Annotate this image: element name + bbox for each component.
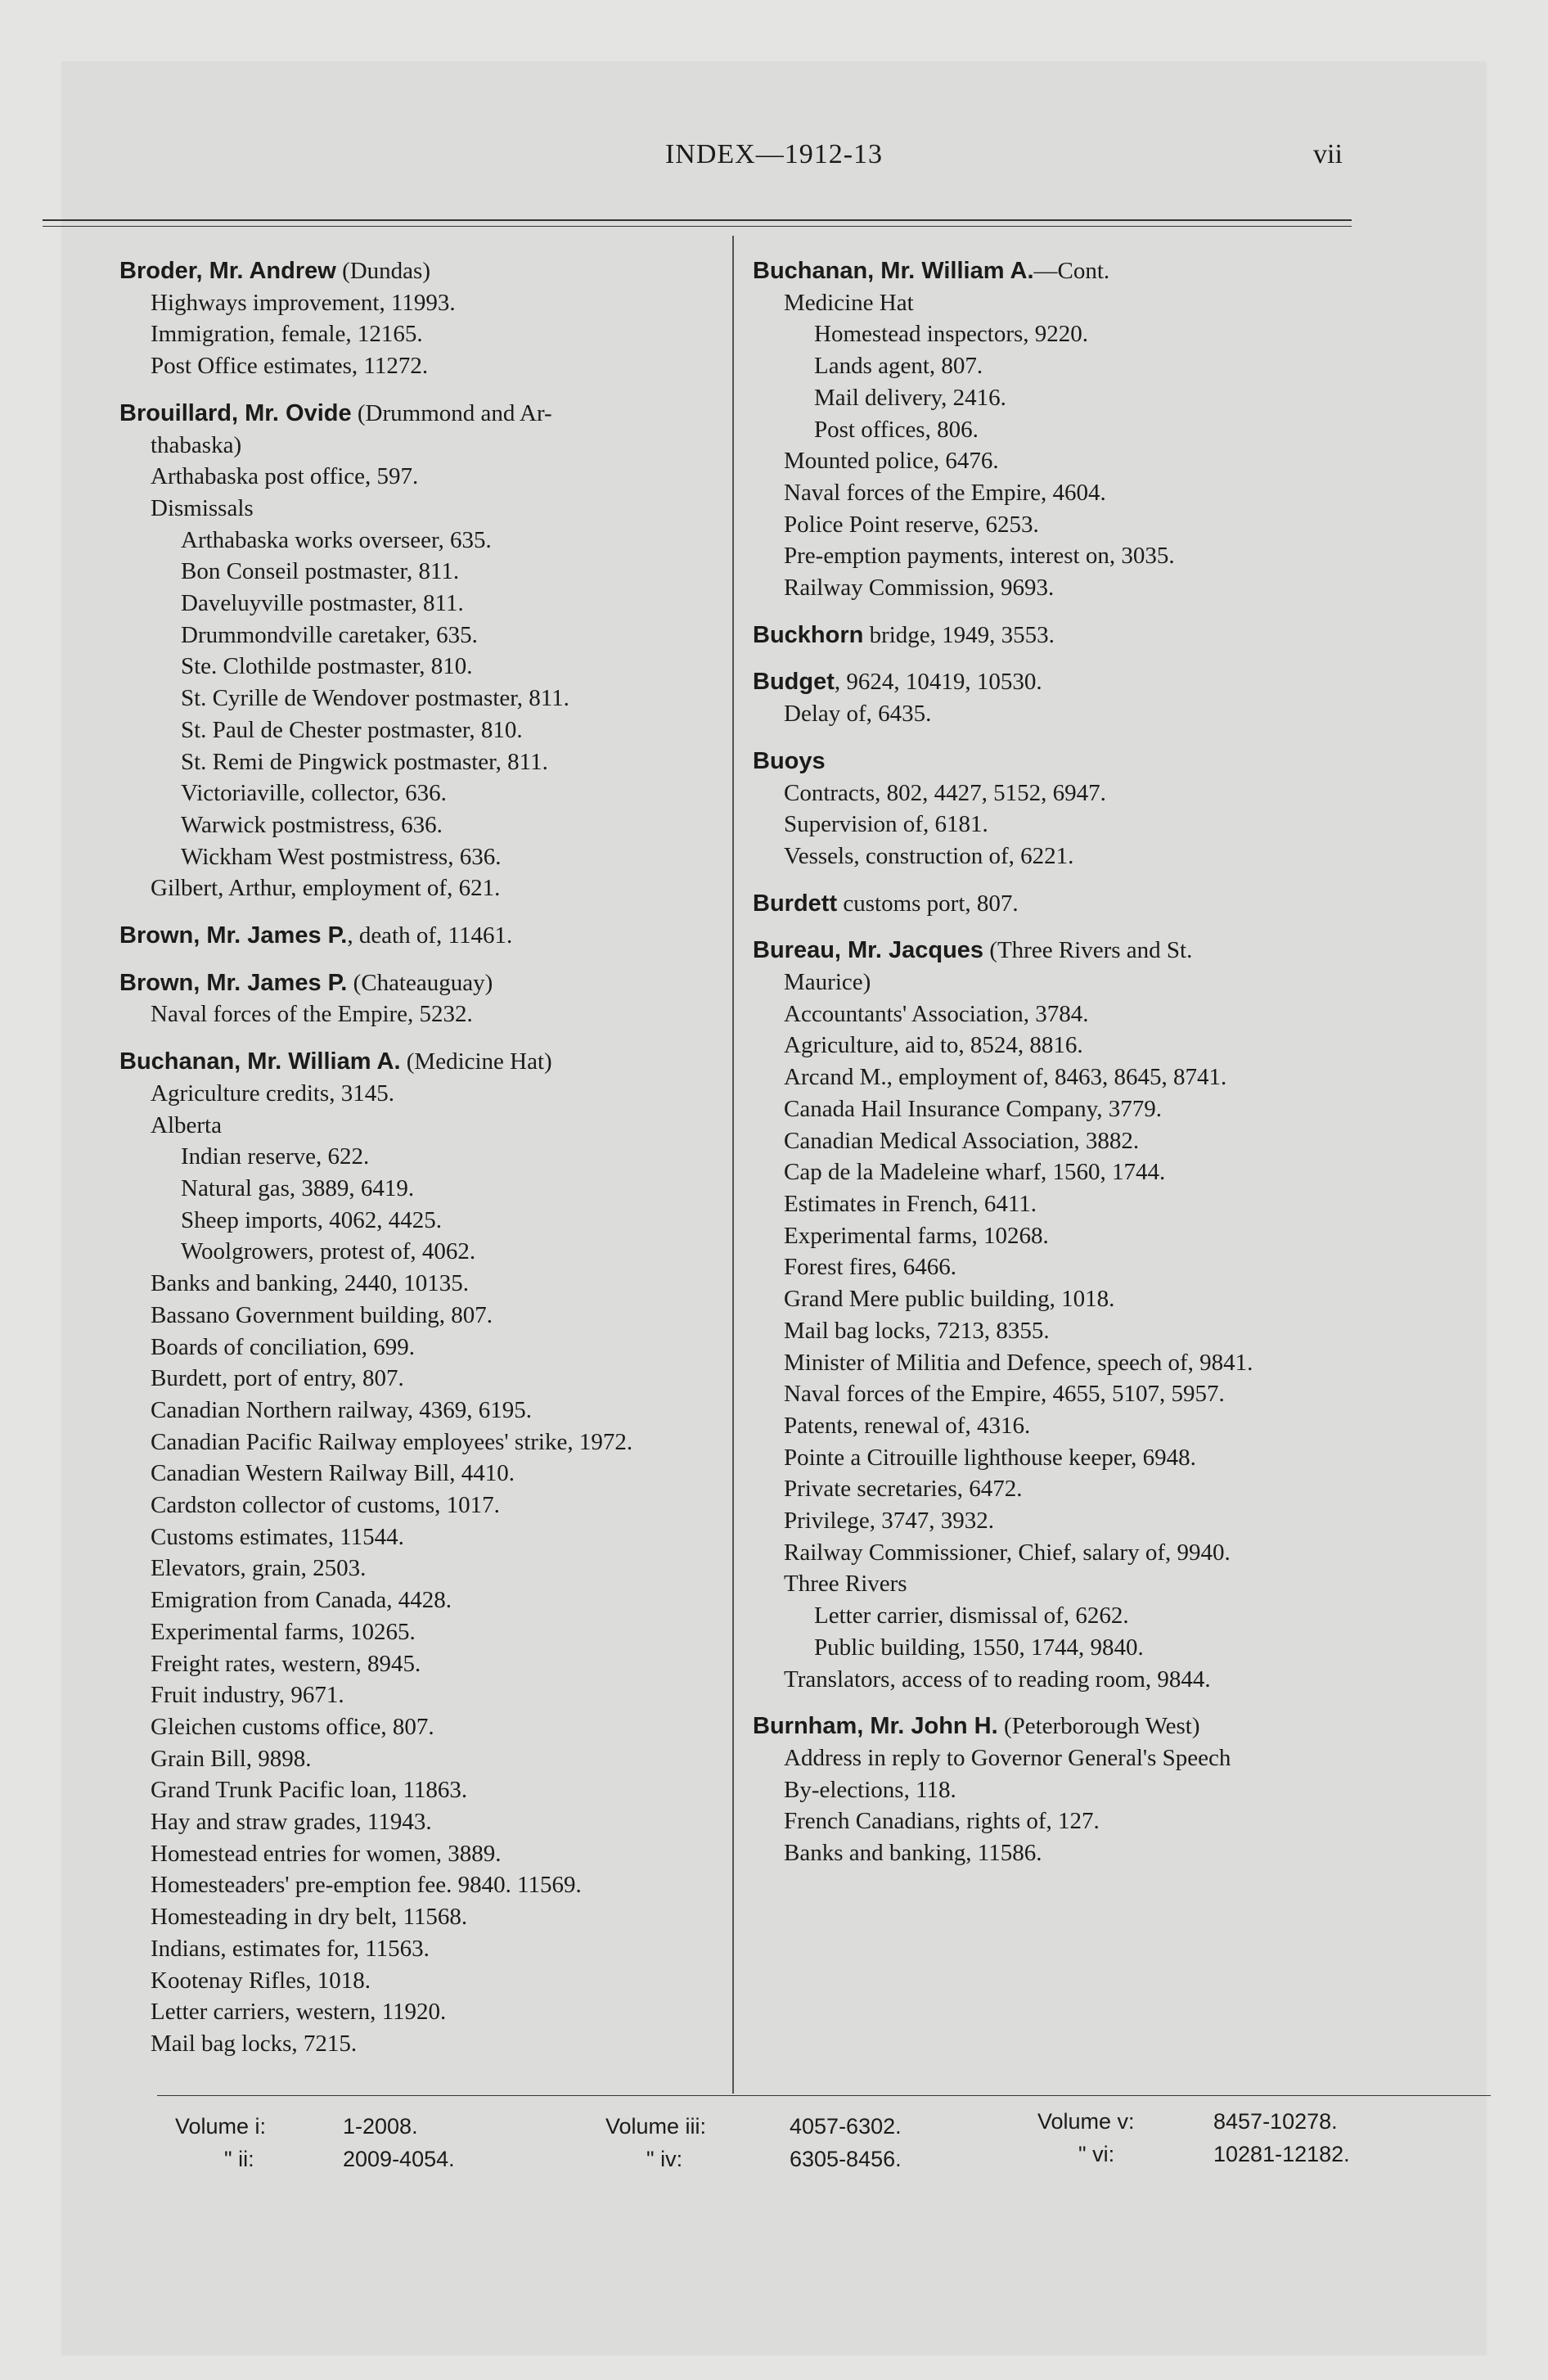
index-subsubentry: Drummondville caretaker, 635.: [181, 621, 478, 648]
index-subentry: Homestead entries for women, 3889.: [151, 1840, 502, 1867]
index-subentry: Dismissals: [151, 494, 254, 521]
entry-heading: [753, 1711, 1375, 1742]
index-entry: [753, 666, 1375, 729]
index-subsubentry: Daveluyville postmaster, 811.: [181, 590, 464, 617]
entry-heading-name: Burdett: [753, 890, 838, 917]
vol3-label: Volume iii:: [605, 2114, 707, 2139]
entry-heading-name: Brown, Mr. James P.: [119, 969, 348, 996]
index-subentry: Naval forces of the Empire, 4604.: [784, 479, 1106, 506]
index-subentry: Alberta: [151, 1111, 222, 1138]
index-subentry: Railway Commissioner, Chief, salary of, 9940.: [784, 1539, 1231, 1566]
index-subsubentry: Letter carrier, dismissal of, 6262.: [814, 1602, 1129, 1629]
index-subentry: French Canadians, rights of, 127.: [784, 1808, 1100, 1835]
index-subentry: Maurice): [784, 969, 871, 996]
entry-heading-name: Buchanan, Mr. William A.: [119, 1048, 401, 1075]
vol1-range: 1-2008.: [343, 2114, 418, 2139]
index-subentry: Indians, estimates for, 11563.: [151, 1935, 430, 1962]
index-entry: [119, 255, 729, 382]
footer-volumes-3: [1037, 2105, 1350, 2170]
entry-heading-name: Bureau, Mr. Jacques: [753, 937, 984, 964]
index-subentry: Bassano Government building, 807.: [151, 1301, 493, 1328]
index-subentry: Arthabaska post office, 597.: [151, 463, 419, 490]
entry-heading: [753, 666, 1375, 698]
entry-heading-name: Buchanan, Mr. William A.: [753, 258, 1034, 284]
index-subentry: Pointe a Citrouille lighthouse keeper, 6948.: [784, 1444, 1196, 1471]
index-subentry: Cap de la Madeleine wharf, 1560, 1744.: [784, 1159, 1166, 1186]
index-subentry: Private secretaries, 6472.: [784, 1476, 1023, 1503]
index-entry: [753, 255, 1375, 604]
entry-heading: [119, 920, 729, 952]
vol3-range: 4057-6302.: [790, 2114, 902, 2139]
entry-heading-detail: (Drummond and Ar-: [351, 399, 552, 426]
index-subentry: Grain Bill, 9898.: [151, 1745, 312, 1772]
index-subentry: Police Point reserve, 6253.: [784, 511, 1039, 538]
index-subsubentry: Victoriaville, collector, 636.: [181, 780, 447, 807]
index-subentry: Post Office estimates, 11272.: [151, 353, 429, 380]
index-subsubentry: Indian reserve, 622.: [181, 1143, 370, 1170]
index-subentry: Three Rivers: [784, 1571, 907, 1598]
header-rule: [43, 219, 1352, 221]
index-subentry: Pre-emption payments, interest on, 3035.: [784, 543, 1175, 570]
index-subentry: Freight rates, western, 8945.: [151, 1650, 421, 1677]
index-subentry: Elevators, grain, 2503.: [151, 1555, 367, 1582]
index-subentry: Forest fires, 6466.: [784, 1254, 957, 1281]
index-subentry: Experimental farms, 10265.: [151, 1618, 416, 1645]
index-subentry: Accountants' Association, 3784.: [784, 1000, 1089, 1027]
vol4-label: " iv:: [646, 2147, 683, 2171]
entry-heading: [119, 398, 729, 430]
index-subentry: Immigration, female, 12165.: [151, 321, 423, 348]
index-subentry: Supervision of, 6181.: [784, 811, 988, 838]
vol2-range: 2009-4054.: [343, 2147, 455, 2171]
index-subsubentry: Ste. Clothilde postmaster, 810.: [181, 653, 473, 680]
index-subentry: Arcand M., employment of, 8463, 8645, 8741.: [784, 1064, 1227, 1091]
entry-heading: [753, 888, 1375, 920]
index-subentry: Emigration from Canada, 4428.: [151, 1587, 452, 1614]
entry-heading: [119, 1046, 729, 1078]
index-subsubentry: Arthabaska works overseer, 635.: [181, 526, 492, 553]
index-subentry: Hay and straw grades, 11943.: [151, 1809, 432, 1836]
index-entry: [753, 620, 1375, 651]
index-subsubentry: Lands agent, 807.: [814, 353, 983, 380]
index-subentry: Canadian Medical Association, 3882.: [784, 1127, 1140, 1154]
column-divider: [732, 236, 734, 2094]
entry-heading-detail: bridge, 1949, 3553.: [863, 621, 1055, 648]
entry-heading: [119, 255, 729, 287]
entry-heading: [753, 620, 1375, 651]
entry-heading-detail: (Dundas): [335, 258, 430, 284]
index-subentry: Homesteaders' pre-emption fee. 9840. 11569.: [151, 1872, 582, 1899]
entry-heading-name: Buoys: [753, 747, 826, 774]
index-subsubentry: Wickham West postmistress, 636.: [181, 843, 502, 870]
entry-heading: [753, 935, 1375, 967]
footer-volumes-1: [175, 2110, 455, 2175]
index-subentry: Burdett, port of entry, 807.: [151, 1365, 404, 1392]
index-subentry: Kootenay Rifles, 1018.: [151, 1967, 371, 1994]
index-subsubentry: Mail delivery, 2416.: [814, 384, 1006, 411]
index-subentry: Cardston collector of customs, 1017.: [151, 1492, 500, 1519]
index-entry: [753, 935, 1375, 1695]
vol6-label: " vi:: [1078, 2142, 1115, 2166]
index-entry: [753, 746, 1375, 872]
index-subsubentry: Homestead inspectors, 9220.: [814, 321, 1089, 348]
entry-heading-detail: (Chateauguay): [347, 969, 493, 996]
entry-heading-detail: customs port, 807.: [837, 890, 1019, 917]
page-number: vii: [1313, 139, 1343, 169]
index-subsubentry: Bon Conseil postmaster, 811.: [181, 558, 460, 585]
index-subentry: Gleichen customs office, 807.: [151, 1713, 434, 1740]
index-subentry: Customs estimates, 11544.: [151, 1523, 404, 1550]
index-entry: [753, 1711, 1375, 1869]
index-subentry: Vessels, construction of, 6221.: [784, 842, 1074, 869]
index-subentry: Medicine Hat: [784, 289, 914, 316]
index-entry: [119, 1046, 729, 2060]
entry-heading-name: Brown, Mr. James P.: [119, 922, 348, 949]
index-subentry: Canada Hail Insurance Company, 3779.: [784, 1095, 1162, 1122]
index-subentry: Minister of Militia and Defence, speech of, 9841.: [784, 1349, 1253, 1376]
entry-heading-name: Burnham, Mr. John H.: [753, 1713, 998, 1740]
entry-heading-detail: —Cont.: [1033, 258, 1110, 284]
index-subentry: Grand Trunk Pacific loan, 11863.: [151, 1777, 468, 1804]
entry-heading-detail: , death of, 11461.: [347, 922, 513, 949]
index-subentry: Banks and banking, 2440, 10135.: [151, 1270, 470, 1297]
entry-heading-name: Broder, Mr. Andrew: [119, 258, 336, 284]
entry-heading-detail: , 9624, 10419, 10530.: [834, 669, 1042, 696]
index-entry: [119, 398, 729, 904]
entry-heading-detail: (Peterborough West): [997, 1713, 1200, 1740]
index-subentry: Mail bag locks, 7213, 8355.: [784, 1317, 1050, 1344]
index-subsubentry: St. Remi de Pingwick postmaster, 811.: [181, 748, 548, 775]
index-subentry: Gilbert, Arthur, employment of, 621.: [151, 875, 501, 902]
index-subentry: Mounted police, 6476.: [784, 448, 999, 475]
footer-volumes-2: [605, 2110, 902, 2175]
index-subsubentry: Warwick postmistress, 636.: [181, 811, 443, 838]
entry-heading-name: Brouillard, Mr. Ovide: [119, 399, 352, 426]
entry-heading-detail: (Three Rivers and St.: [983, 937, 1193, 964]
index-subentry: Contracts, 802, 4427, 5152, 6947.: [784, 779, 1106, 806]
index-entry: [753, 888, 1375, 920]
index-subentry: Canadian Northern railway, 4369, 6195.: [151, 1396, 533, 1423]
header-rule-2: [43, 226, 1352, 227]
index-subentry: Canadian Western Railway Bill, 4410.: [151, 1460, 515, 1487]
index-subentry: Translators, access of to reading room, 9844.: [784, 1666, 1211, 1693]
footer-rule: [157, 2095, 1491, 2096]
entry-heading-name: Budget: [753, 669, 835, 696]
index-subentry: Naval forces of the Empire, 4655, 5107, 5957.: [784, 1381, 1225, 1408]
vol5-range: 8457-10278.: [1213, 2109, 1338, 2134]
index-subentry: Boards of conciliation, 699.: [151, 1333, 415, 1360]
index-subentry: thabaska): [151, 431, 242, 458]
vol2-label: " ii:: [224, 2147, 254, 2171]
vol6-range: 10281-12182.: [1213, 2142, 1350, 2166]
entry-heading: [753, 746, 1375, 778]
index-subentry: Fruit industry, 9671.: [151, 1682, 344, 1709]
vol5-label: Volume v:: [1037, 2109, 1135, 2134]
index-subentry: Agriculture credits, 3145.: [151, 1080, 394, 1107]
vol4-range: 6305-8456.: [790, 2147, 902, 2171]
index-subsubentry: Public building, 1550, 1744, 9840.: [814, 1634, 1144, 1661]
index-subentry: Patents, renewal of, 4316.: [784, 1412, 1031, 1439]
entry-heading-detail: (Medicine Hat): [400, 1048, 552, 1075]
index-entry: [119, 920, 729, 952]
index-subentry: Banks and banking, 11586.: [784, 1840, 1042, 1867]
index-subentry: Railway Commission, 9693.: [784, 575, 1055, 602]
index-subentry: Homesteading in dry belt, 11568.: [151, 1904, 468, 1931]
index-entry: [119, 967, 729, 1030]
index-subentry: Letter carriers, western, 11920.: [151, 1999, 447, 2026]
entry-heading: [119, 967, 729, 999]
index-subsubentry: Natural gas, 3889, 6419.: [181, 1174, 415, 1201]
index-subentry: Mail bag locks, 7215.: [151, 2030, 358, 2057]
index-subsubentry: Post offices, 806.: [814, 416, 979, 443]
entry-heading-name: Buckhorn: [753, 621, 864, 648]
index-subentry: Address in reply to Governor General's Speech: [784, 1744, 1231, 1771]
index-subentry: Canadian Pacific Railway employees' strike, 1972.: [151, 1428, 633, 1455]
index-subentry: Highways improvement, 11993.: [151, 289, 456, 316]
index-subentry: Delay of, 6435.: [784, 701, 932, 728]
index-subsubentry: St. Cyrille de Wendover postmaster, 811.: [181, 685, 569, 712]
index-subentry: Naval forces of the Empire, 5232.: [151, 1001, 473, 1028]
index-subsubentry: Sheep imports, 4062, 4425.: [181, 1206, 442, 1233]
index-subentry: By-elections, 118.: [784, 1776, 956, 1803]
index-subsubentry: Woolgrowers, protest of, 4062.: [181, 1238, 476, 1265]
left-column: [119, 255, 729, 2076]
index-subentry: Experimental farms, 10268.: [784, 1222, 1049, 1249]
index-subentry: Grand Mere public building, 1018.: [784, 1286, 1115, 1313]
vol1-label: Volume i:: [175, 2114, 267, 2139]
page-title: INDEX—1912-13: [664, 139, 884, 169]
index-subentry: Agriculture, aid to, 8524, 8816.: [784, 1032, 1083, 1059]
index-subsubentry: St. Paul de Chester postmaster, 810.: [181, 716, 523, 743]
index-subentry: Estimates in French, 6411.: [784, 1190, 1037, 1217]
right-column: [753, 255, 1375, 1885]
index-subentry: Privilege, 3747, 3932.: [784, 1508, 994, 1535]
entry-heading: [753, 255, 1375, 287]
